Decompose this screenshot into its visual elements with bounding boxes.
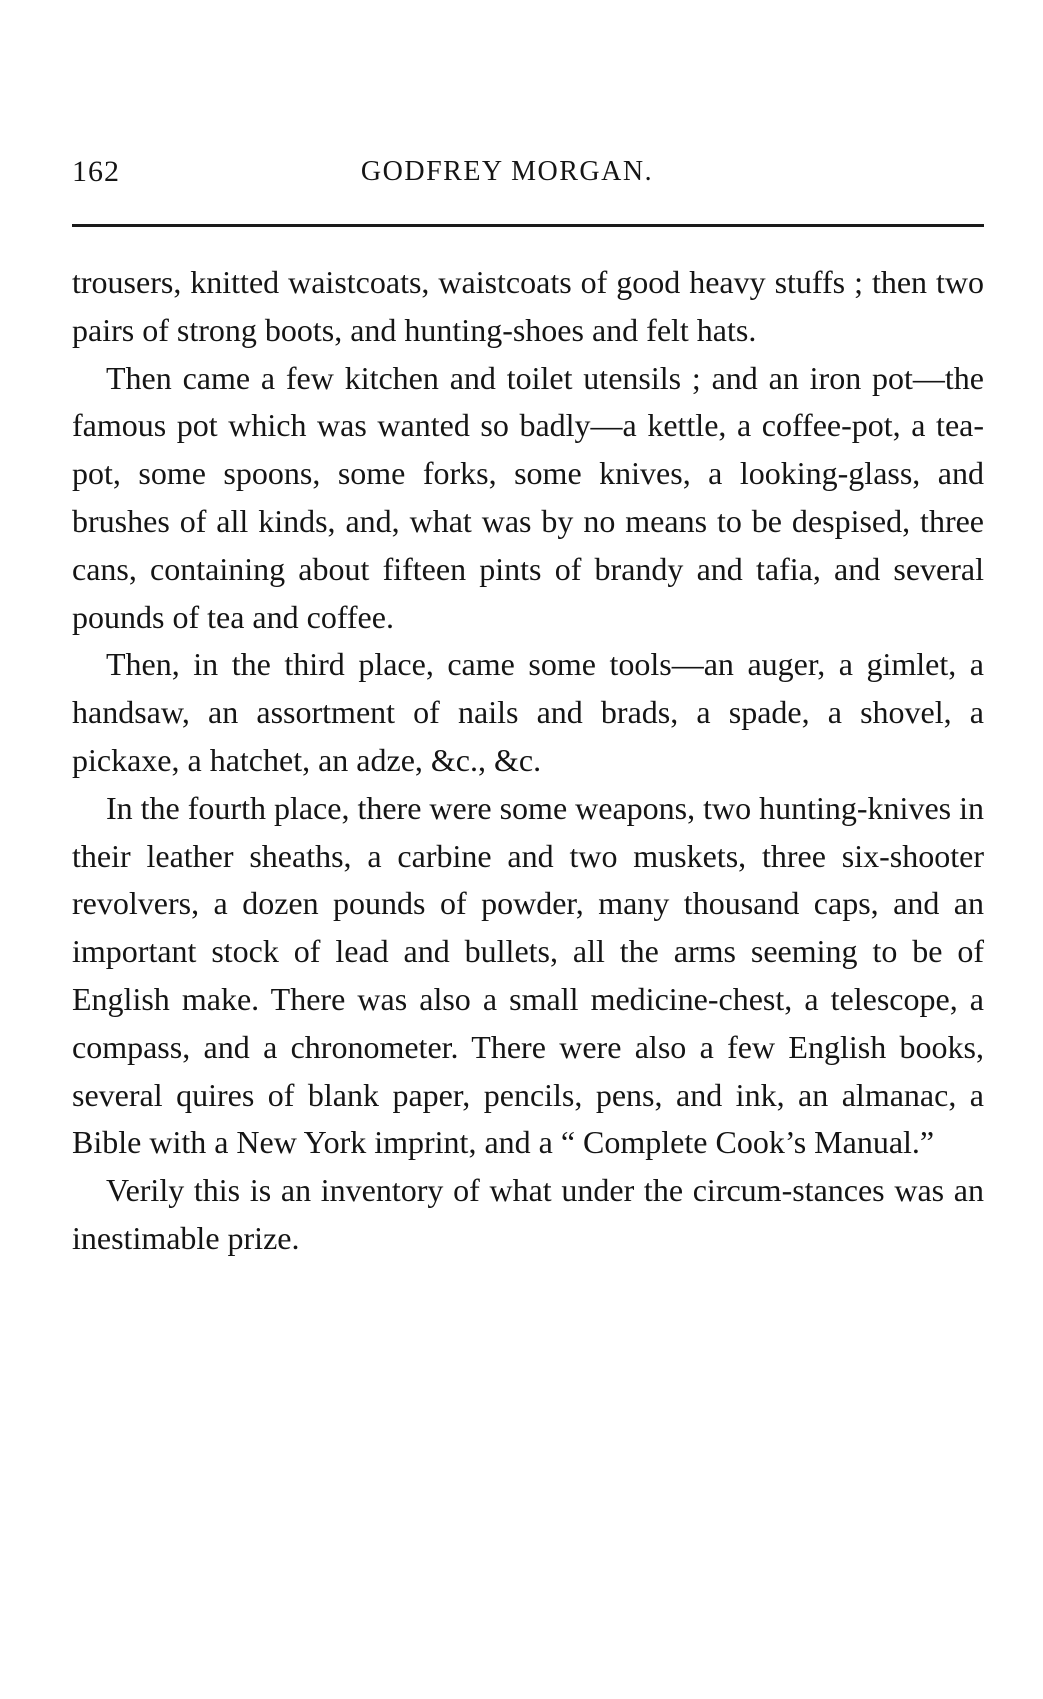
paragraph-kitchen-utensils: Then came a few kitchen and toilet utensils ; and an iron pot—the famous pot which was wanted so badly—a kettle, a coffee-pot, a tea-pot, some spoons, some forks, some knives, a looking-glass, and brushes of all kinds, and, what was by no means to be despised, three cans, containing about fifteen pints of brandy and tafia, and several pounds of tea and coffee. bbox=[72, 359, 984, 635]
paragraph-tools: Then, in the third place, came some tools—an auger, a gimlet, a handsaw, an assortment of nails and brads, a spade, a shovel, a pickaxe, a hatchet, an adze, &c., &c. bbox=[72, 646, 984, 778]
paragraph-inventory-conclusion: Verily this is an inventory of what under the circum-stances was an inestimable prize. bbox=[72, 1172, 984, 1256]
page-number: 162 bbox=[72, 155, 120, 188]
running-head bbox=[72, 152, 982, 192]
running-title: GODFREY MORGAN. bbox=[360, 156, 654, 187]
body-text bbox=[72, 259, 984, 1263]
paragraph-continued: trousers, knitted waistcoats, waistcoats of good heavy stuffs ; then two pairs of strong boots, and hunting-shoes and felt hats. bbox=[72, 264, 984, 348]
paragraph-weapons: In the fourth place, there were some weapons, two hunting-knives in their leather sheaths, a carbine and two muskets, three six-shooter revolvers, a dozen pounds of powder, many thousand caps, and an important stock of lead and bullets, all the arms seeming to be of English make. There was also a small medicine-chest, a telescope, a compass, and a chronometer. There were also a few English books, several quires of blank paper, pencils, pens, and ink, an almanac, a Bible with a New York imprint, and a “ Complete Cook’s Manual.” bbox=[72, 789, 984, 1161]
header-rule bbox=[72, 224, 984, 227]
